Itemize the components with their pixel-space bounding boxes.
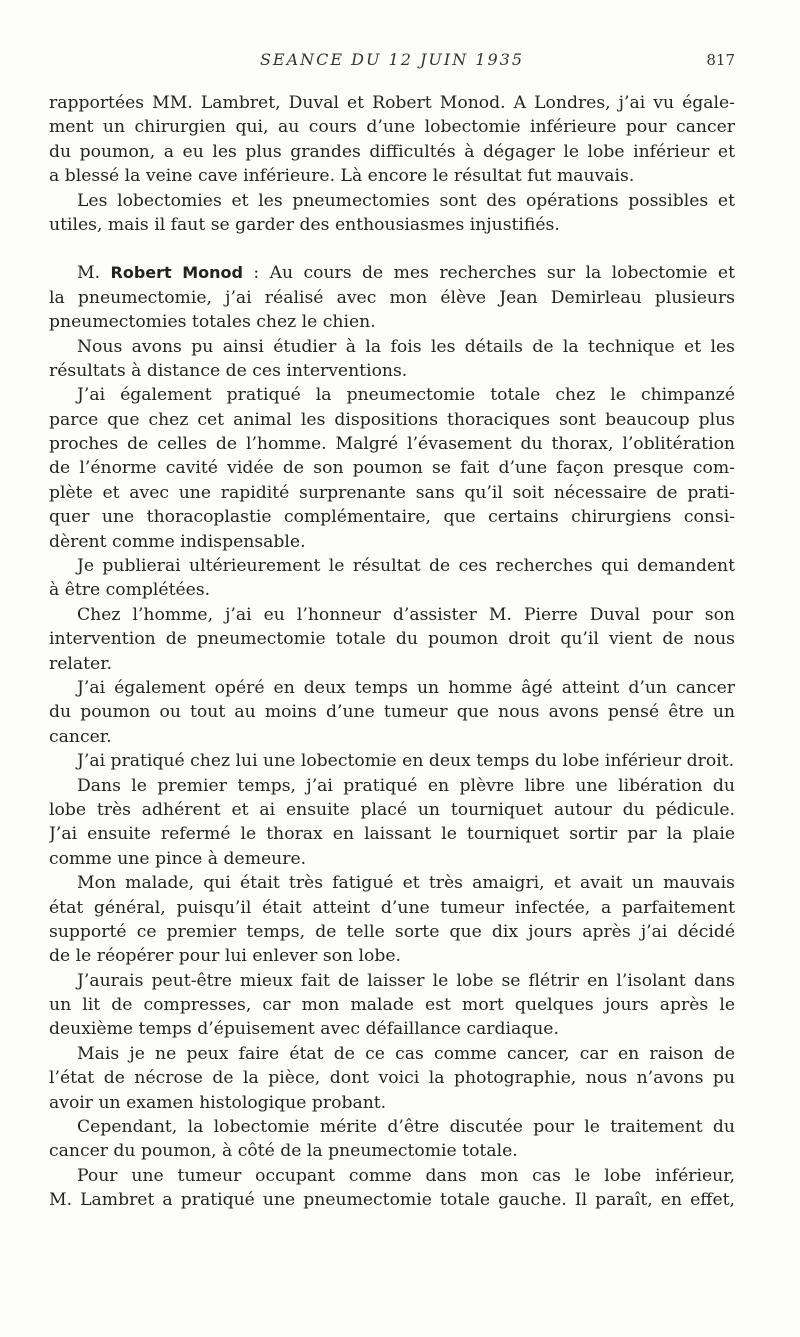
- text-line: lobe très adhérent et ai ensuite placé un tourniquet autour du pédicule.: [49, 799, 735, 820]
- text-line: cancer du poumon, à côté de la pneumectomie totale.: [49, 1141, 518, 1162]
- text-line: Cependant, la lobectomie mérite d’être discutée pour le traitement du: [77, 1117, 735, 1138]
- text-line: intervention de pneumectomie totale du poumon droit qu’il vient de nous: [49, 629, 735, 650]
- text-line: quer une thoracoplastie complémentaire, que certains chirurgiens consi-: [49, 507, 735, 528]
- text-line: résultats à distance de ces interventions.: [49, 360, 408, 381]
- text-line: comme une pince à demeure.: [49, 848, 307, 869]
- text-line: dèrent comme indispensable.: [49, 531, 306, 552]
- text-line: a blessé la veine cave inférieure. Là encore le résultat fut mauvais.: [49, 166, 635, 187]
- text-line: Nous avons pu ainsi étudier à la fois les détails de la technique et les: [77, 336, 735, 357]
- speaker-name: Robert Monod: [110, 263, 243, 283]
- speaker-text: : Au cours de mes recherches sur la lobectomie et: [242, 263, 735, 284]
- running-header: [49, 50, 735, 74]
- text-line: J’ai également pratiqué la pneumectomie totale chez le chimpanzé: [77, 385, 735, 406]
- text-line: Dans le premier temps, j’ai pratiqué en plèvre libre une libération du: [77, 775, 735, 796]
- text-line: J’ai également opéré en deux temps un homme âgé atteint d’un cancer: [77, 677, 735, 698]
- text-line: Pour une tumeur occupant comme dans mon cas le lobe inférieur,: [77, 1165, 735, 1186]
- text-line: proches de celles de l’homme. Malgré l’évasement du thorax, l’oblitération: [49, 434, 735, 455]
- text-line: J’aurais peut-être mieux fait de laisser le lobe se flétrir en l’isolant dans: [77, 970, 735, 991]
- text-line: à être complétées.: [49, 580, 211, 601]
- text-line: Je publierai ultérieurement le résultat de ces recherches qui demandent: [77, 556, 735, 577]
- text-line: de le réopérer pour lui enlever son lobe.: [49, 946, 402, 967]
- text-line: cancer.: [49, 726, 112, 747]
- text-line: J’ai pratiqué chez lui une lobectomie en deux temps du lobe inférieur droit.: [77, 751, 735, 772]
- text-line: l’état de nécrose de la pièce, dont voici la photographie, nous n’avons pu: [49, 1068, 735, 1089]
- text-line: ment un chirurgien qui, au cours d’une lobectomie inférieure pour cancer: [49, 117, 735, 138]
- text-line: avoir un examen histologique probant.: [49, 1092, 387, 1113]
- paragraph-gap: [49, 237, 735, 261]
- text-line: deuxième temps d’épuisement avec défaillance cardiaque.: [49, 1019, 559, 1040]
- text-line: la pneumectomie, j’ai réalisé avec mon élève Jean Demirleau plusieurs: [49, 287, 735, 308]
- text-line: du poumon, a eu les plus grandes difficultés à dégager le lobe inférieur et: [49, 141, 735, 162]
- text-line: parce que chez cet animal les dispositions thoraciques sont beaucoup plus: [49, 409, 735, 430]
- page-number: 817: [706, 51, 735, 69]
- speaker-title: M.: [77, 263, 101, 284]
- text-line: M. Lambret a pratiqué une pneumectomie totale gauche. Il paraît, en effet,: [49, 1190, 735, 1211]
- text-line: état général, puisqu’il était atteint d’une tumeur infectée, a parfaitement: [49, 897, 735, 918]
- text-line: plète et avec une rapidité surprenante sans qu’il soit nécessaire de prati-: [49, 482, 735, 503]
- text-line: relater.: [49, 653, 112, 674]
- text-line: du poumon ou tout au moins d’une tumeur que nous avons pensé être un: [49, 702, 735, 723]
- body-text: [49, 91, 735, 1213]
- text-line: Mon malade, qui était très fatigué et très amaigri, et avait un mauvais: [77, 873, 735, 894]
- text-line: de l’énorme cavité vidée de son poumon se fait d’une façon presque com-: [49, 458, 735, 479]
- text-line: J’ai ensuite refermé le thorax en laissant le tourniquet sortir par la plaie: [49, 824, 735, 845]
- text-line: supporté ce premier temps, de telle sorte que dix jours après j’ai décidé: [49, 921, 735, 942]
- text-line: pneumectomies totales chez le chien.: [49, 312, 376, 333]
- text-line: rapportées MM. Lambret, Duval et Robert Monod. A Londres, j’ai vu égale-: [49, 93, 735, 113]
- text-line: utiles, mais il faut se garder des enthousiasmes injustifiés.: [49, 214, 560, 235]
- text-line: Chez l’homme, j’ai eu l’honneur d’assister M. Pierre Duval pour son: [77, 604, 735, 625]
- text-line: un lit de compresses, car mon malade est mort quelques jours après le: [49, 995, 735, 1016]
- text-line: Les lobectomies et les pneumectomies sont des opérations possibles et: [77, 190, 735, 211]
- header-title: SEANCE DU 12 JUIN 1935: [259, 50, 525, 69]
- text-line: Mais je ne peux faire état de ce cas comme cancer, car en raison de: [77, 1043, 735, 1064]
- speaker-line: [49, 261, 735, 285]
